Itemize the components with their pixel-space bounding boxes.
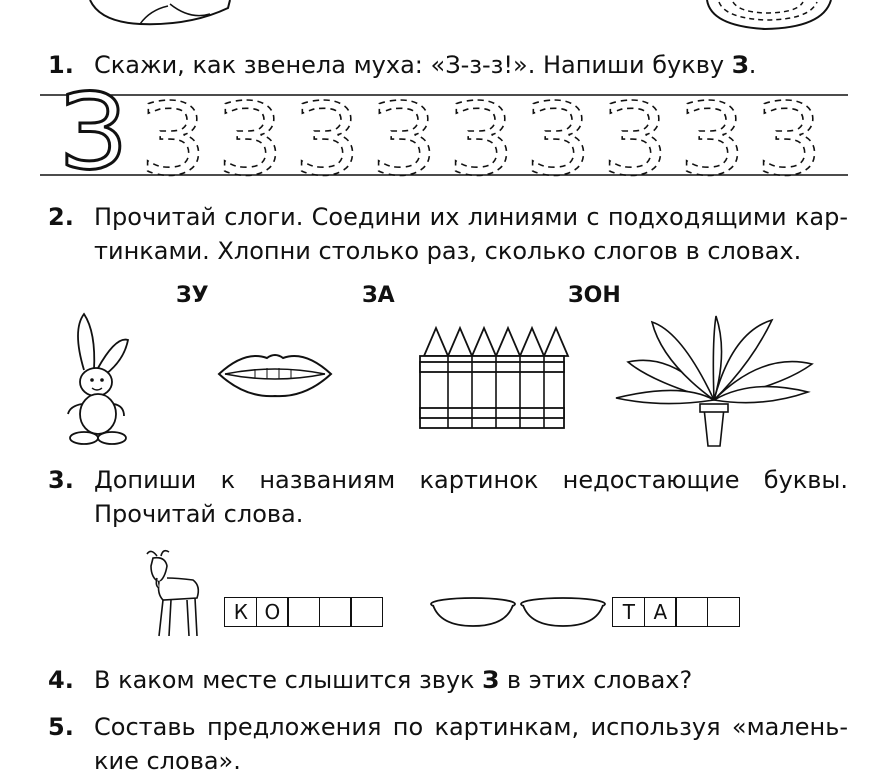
dashed-letter: З [218, 81, 283, 198]
syllable-zu: ЗУ [176, 283, 209, 308]
empty-letter-cell[interactable] [707, 597, 740, 627]
dashed-letter: З [449, 81, 514, 198]
syllable-zon: ЗОН [568, 283, 621, 308]
task-4: 4. В каком месте слышится звук З в этих словах? [48, 663, 848, 697]
copybook-dashed-letters [135, 81, 835, 198]
task-text: В каком месте слышится звук [94, 666, 483, 694]
bowl-icon [518, 596, 608, 630]
dashed-letter: З [526, 81, 591, 198]
task-text-line2: кие слова». [94, 747, 241, 775]
top-right-illustration [705, 0, 835, 32]
syllable-za: ЗА [362, 283, 395, 308]
task-text-line1: Составь предложения по картинкам, используя «малень- [94, 713, 848, 741]
task-text-line2: Прочитай слова. [94, 500, 304, 528]
copybook-letter-outline [58, 71, 128, 193]
task-5 [48, 710, 848, 778]
word-cells-2 [614, 597, 740, 627]
word-cells-1 [226, 597, 383, 627]
empty-letter-cell[interactable] [319, 597, 352, 627]
task-3 [48, 463, 848, 531]
task-number: 3. [48, 466, 74, 494]
bowl-icon [428, 596, 518, 630]
fence-icon [416, 326, 568, 430]
lips-icon [215, 348, 335, 400]
empty-letter-cell[interactable] [350, 597, 383, 627]
dashed-letter: З [295, 81, 360, 198]
top-left-illustration [80, 0, 240, 30]
letter-cell: Т [612, 597, 645, 627]
task-2 [48, 200, 848, 268]
dashed-letter: З [680, 81, 745, 198]
task-number: 4. [48, 666, 74, 694]
dashed-letter: З [141, 81, 206, 198]
task-number: 5. [48, 713, 74, 741]
task-text-line1: Прочитай слоги. Соедини их линиями с подходящими кар- [94, 203, 848, 231]
goat-icon [143, 548, 203, 640]
rabbit-icon [62, 310, 132, 450]
task-text-line2: тинками. Хлопни столько раз, сколько слогов в словах. [94, 237, 802, 265]
dashed-letter: З [603, 81, 668, 198]
letter-cell: А [644, 597, 677, 627]
svg-text:З: З [60, 71, 127, 193]
empty-letter-cell[interactable] [675, 597, 708, 627]
letter-cell: К [224, 597, 257, 627]
task-letter: З [731, 51, 749, 79]
task-text-line1: Допиши к названиям картинок недостающие буквы. [94, 466, 848, 494]
task-number: 2. [48, 203, 74, 231]
task-number: 1. [48, 51, 74, 79]
task-letter: З [482, 666, 500, 694]
dashed-letter: З [757, 81, 822, 198]
task-text: Скажи, как звенела муха: «З-з-з!». Напиши букву [94, 51, 732, 79]
task-1: 1. Скажи, как звенела муха: «З-з-з!». Напиши букву З. [48, 48, 848, 82]
letter-cell: О [256, 597, 289, 627]
empty-letter-cell[interactable] [287, 597, 320, 627]
dashed-letter: З [372, 81, 437, 198]
plant-icon [612, 312, 818, 448]
